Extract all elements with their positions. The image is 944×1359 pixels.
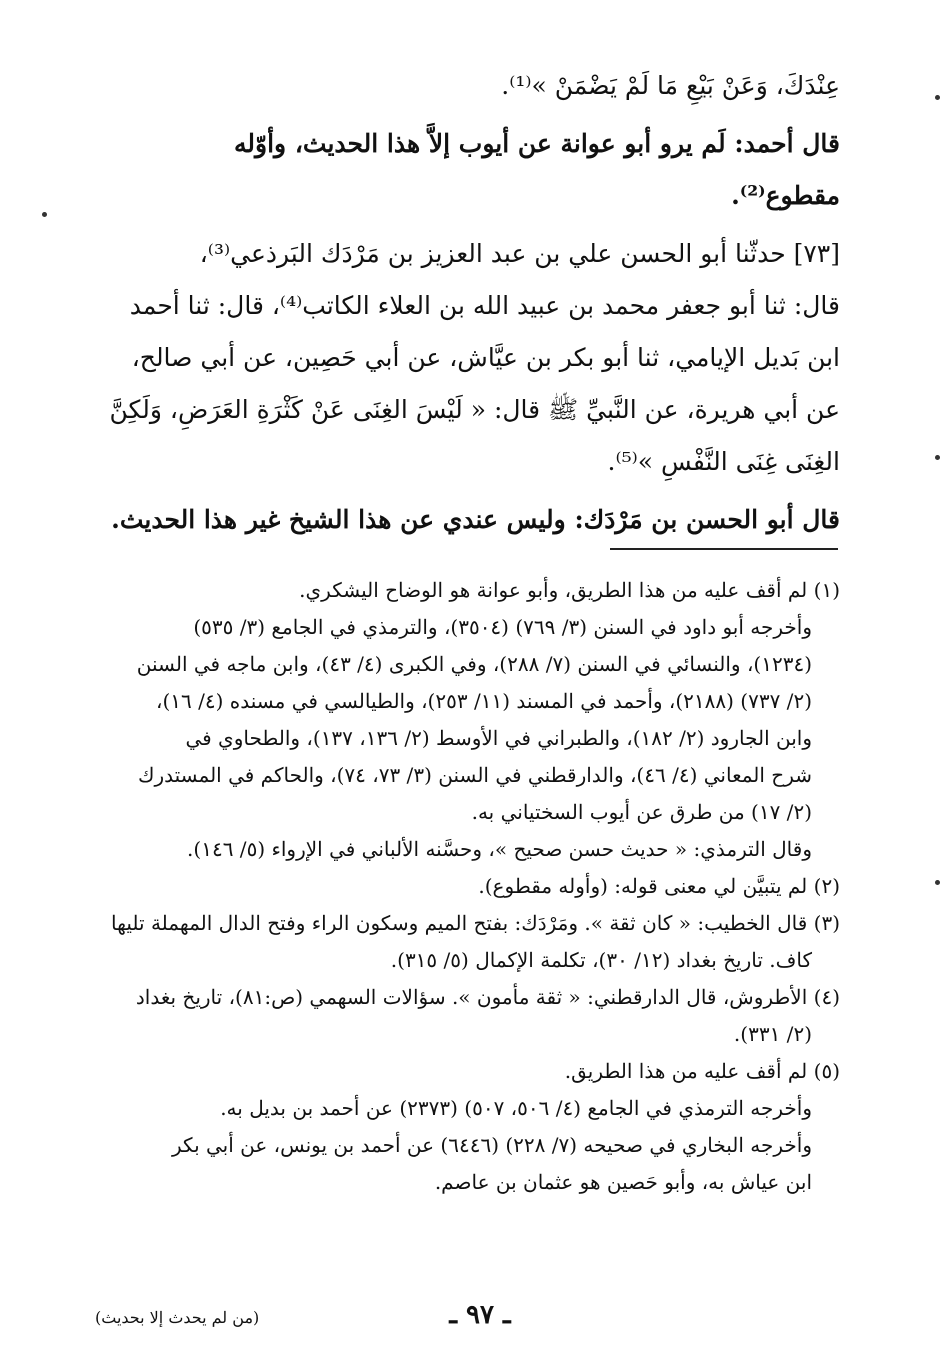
hadith-73-line4: عن أبي هريرة، عن النَّبيِّ ﷺ قال: « لَيْسَ الغِنَى عَنْ كَثْرَةِ العَرَضِ، وَلَكِنَّ [109,395,840,424]
footnote-line: شرح المعاني (٤/ ٤٦)، والدارقطني في السنن (٣/ ٧٣، ٧٤)، والحاكم في المستدرك [137,763,812,787]
main-text-section [95,60,840,546]
footnote-4 [95,979,840,1053]
running-title: (من لم يحدث إلا بحديث) [95,1308,260,1327]
footnote-line: وأخرجه الترمذي في الجامع (٤/ ٥٠٦، ٥٠٧) (٢٣٧٣) عن أحمد بن بديل به. [220,1096,812,1120]
comment-72-line2: مقطوع⁽²⁾. [731,181,840,210]
hadith-73-line3: ابن بَديل الإيامي، ثنا أبو بكر بن عيَّاش، عن أبي حَصِين، عن أبي صالح، [131,343,840,372]
footnote-divider [610,548,838,550]
footnote-2 [95,868,840,905]
footnote-line: وقال الترمذي: « حديث حسن صحيح »، وحسَّنه الألباني في الإرواء (٥/ ١٤٦). [187,837,812,861]
footnote-line: (١) لم أقف عليه من هذا الطريق، وأبو عوانة هو الوضاح اليشكري. [299,578,840,602]
footnote-line: (٢/ ١٧) من طرق عن أيوب السختياني به. [471,800,812,824]
hadith-73-line1: [٧٣] حدثّنا أبو الحسن علي بن عبد العزيز بن مَرْدَك البَرذعي⁽³⁾، [199,239,840,268]
footnote-line: وابن الجارود (٢/ ١٨٢)، والطبراني في الأوسط (٢/ ١٣٦، ١٣٧)، والطحاوي في [185,726,812,750]
footnote-1 [95,572,840,868]
hadith-73-line5: الغِنَى غِنَى النَّفْسِ »⁽⁵⁾. [607,447,840,476]
footnote-line: (٢/ ٣٣١). [733,1022,812,1046]
footnotes-section [95,572,840,1201]
scan-speck [42,212,47,217]
hadith-72-end: عِنْدَكَ، وَعَنْ بَيْعِ مَا لَمْ يَضْمَنْ »⁽¹⁾. [501,71,840,100]
footnote-3 [95,905,840,979]
footnote-line: (٥) لم أقف عليه من هذا الطريق. [564,1059,840,1083]
footnote-line: وأخرجه أبو داود في السنن (٣/ ٧٦٩) (٣٥٠٤)، والترمذي في الجامع (٣/ ٥٣٥) [193,615,812,639]
hadith-73-line2: قال: ثنا أبو جعفر محمد بن عبيد الله بن العلاء الكاتب⁽⁴⁾، قال: ثنا أحمد [129,291,840,320]
footnote-line: (٢) لم يتبيَّن لي معنى قوله: (وأوله مقطوع). [478,874,840,898]
scan-speck [935,95,940,100]
page-number: ـ ٩٧ ـ [449,1300,511,1330]
footnote-line: (٤) الأطروش، قال الدارقطني: « ثقة مأمون ». سؤالات السهمي (ص:٨١)، تاريخ بغداد [135,985,840,1009]
footnote-5 [95,1053,840,1201]
footnote-line: كاف. تاريخ بغداد (١٢/ ٣٠)، تكلمة الإكمال (٥/ ٣١٥). [390,948,812,972]
scan-speck [935,455,940,460]
scan-speck [935,880,940,885]
footnote-line: (٢/ ٧٣٧) (٢١٨٨)، وأحمد في المسند (١١/ ٢٥٣)، والطيالسي في مسنده (٤/ ١٦)، [156,689,812,713]
footnote-line: (١٢٣٤)، والنسائي في السنن (٧/ ٢٨٨)، وفي الكبرى (٤/ ٤٣)، وابن ماجه في السنن [136,652,812,676]
comment-72-line1: قال أحمد: لَم يرو أبو عوانة عن أيوب إلاَّ هذا الحديث، وأوّله [234,129,840,158]
footnote-line: ابن عياش به، وأبو حَصين هو عثمان بن عاصم. [434,1170,812,1194]
comment-73: قال أبو الحسن بن مَرْدَك: وليس عندي عن هذا الشيخ غير هذا الحديث. [111,505,840,534]
footnote-line: وأخرجه البخاري في صحيحه (٧/ ٢٢٨) (٦٤٤٦) عن أحمد بن يونس، عن أبي بكر [171,1133,812,1157]
footnote-line: (٣) قال الخطيب: « كان ثقة ». ومَرْدَك: بفتح الميم وسكون الراء وفتح الدال المهملة تليها [111,911,840,935]
